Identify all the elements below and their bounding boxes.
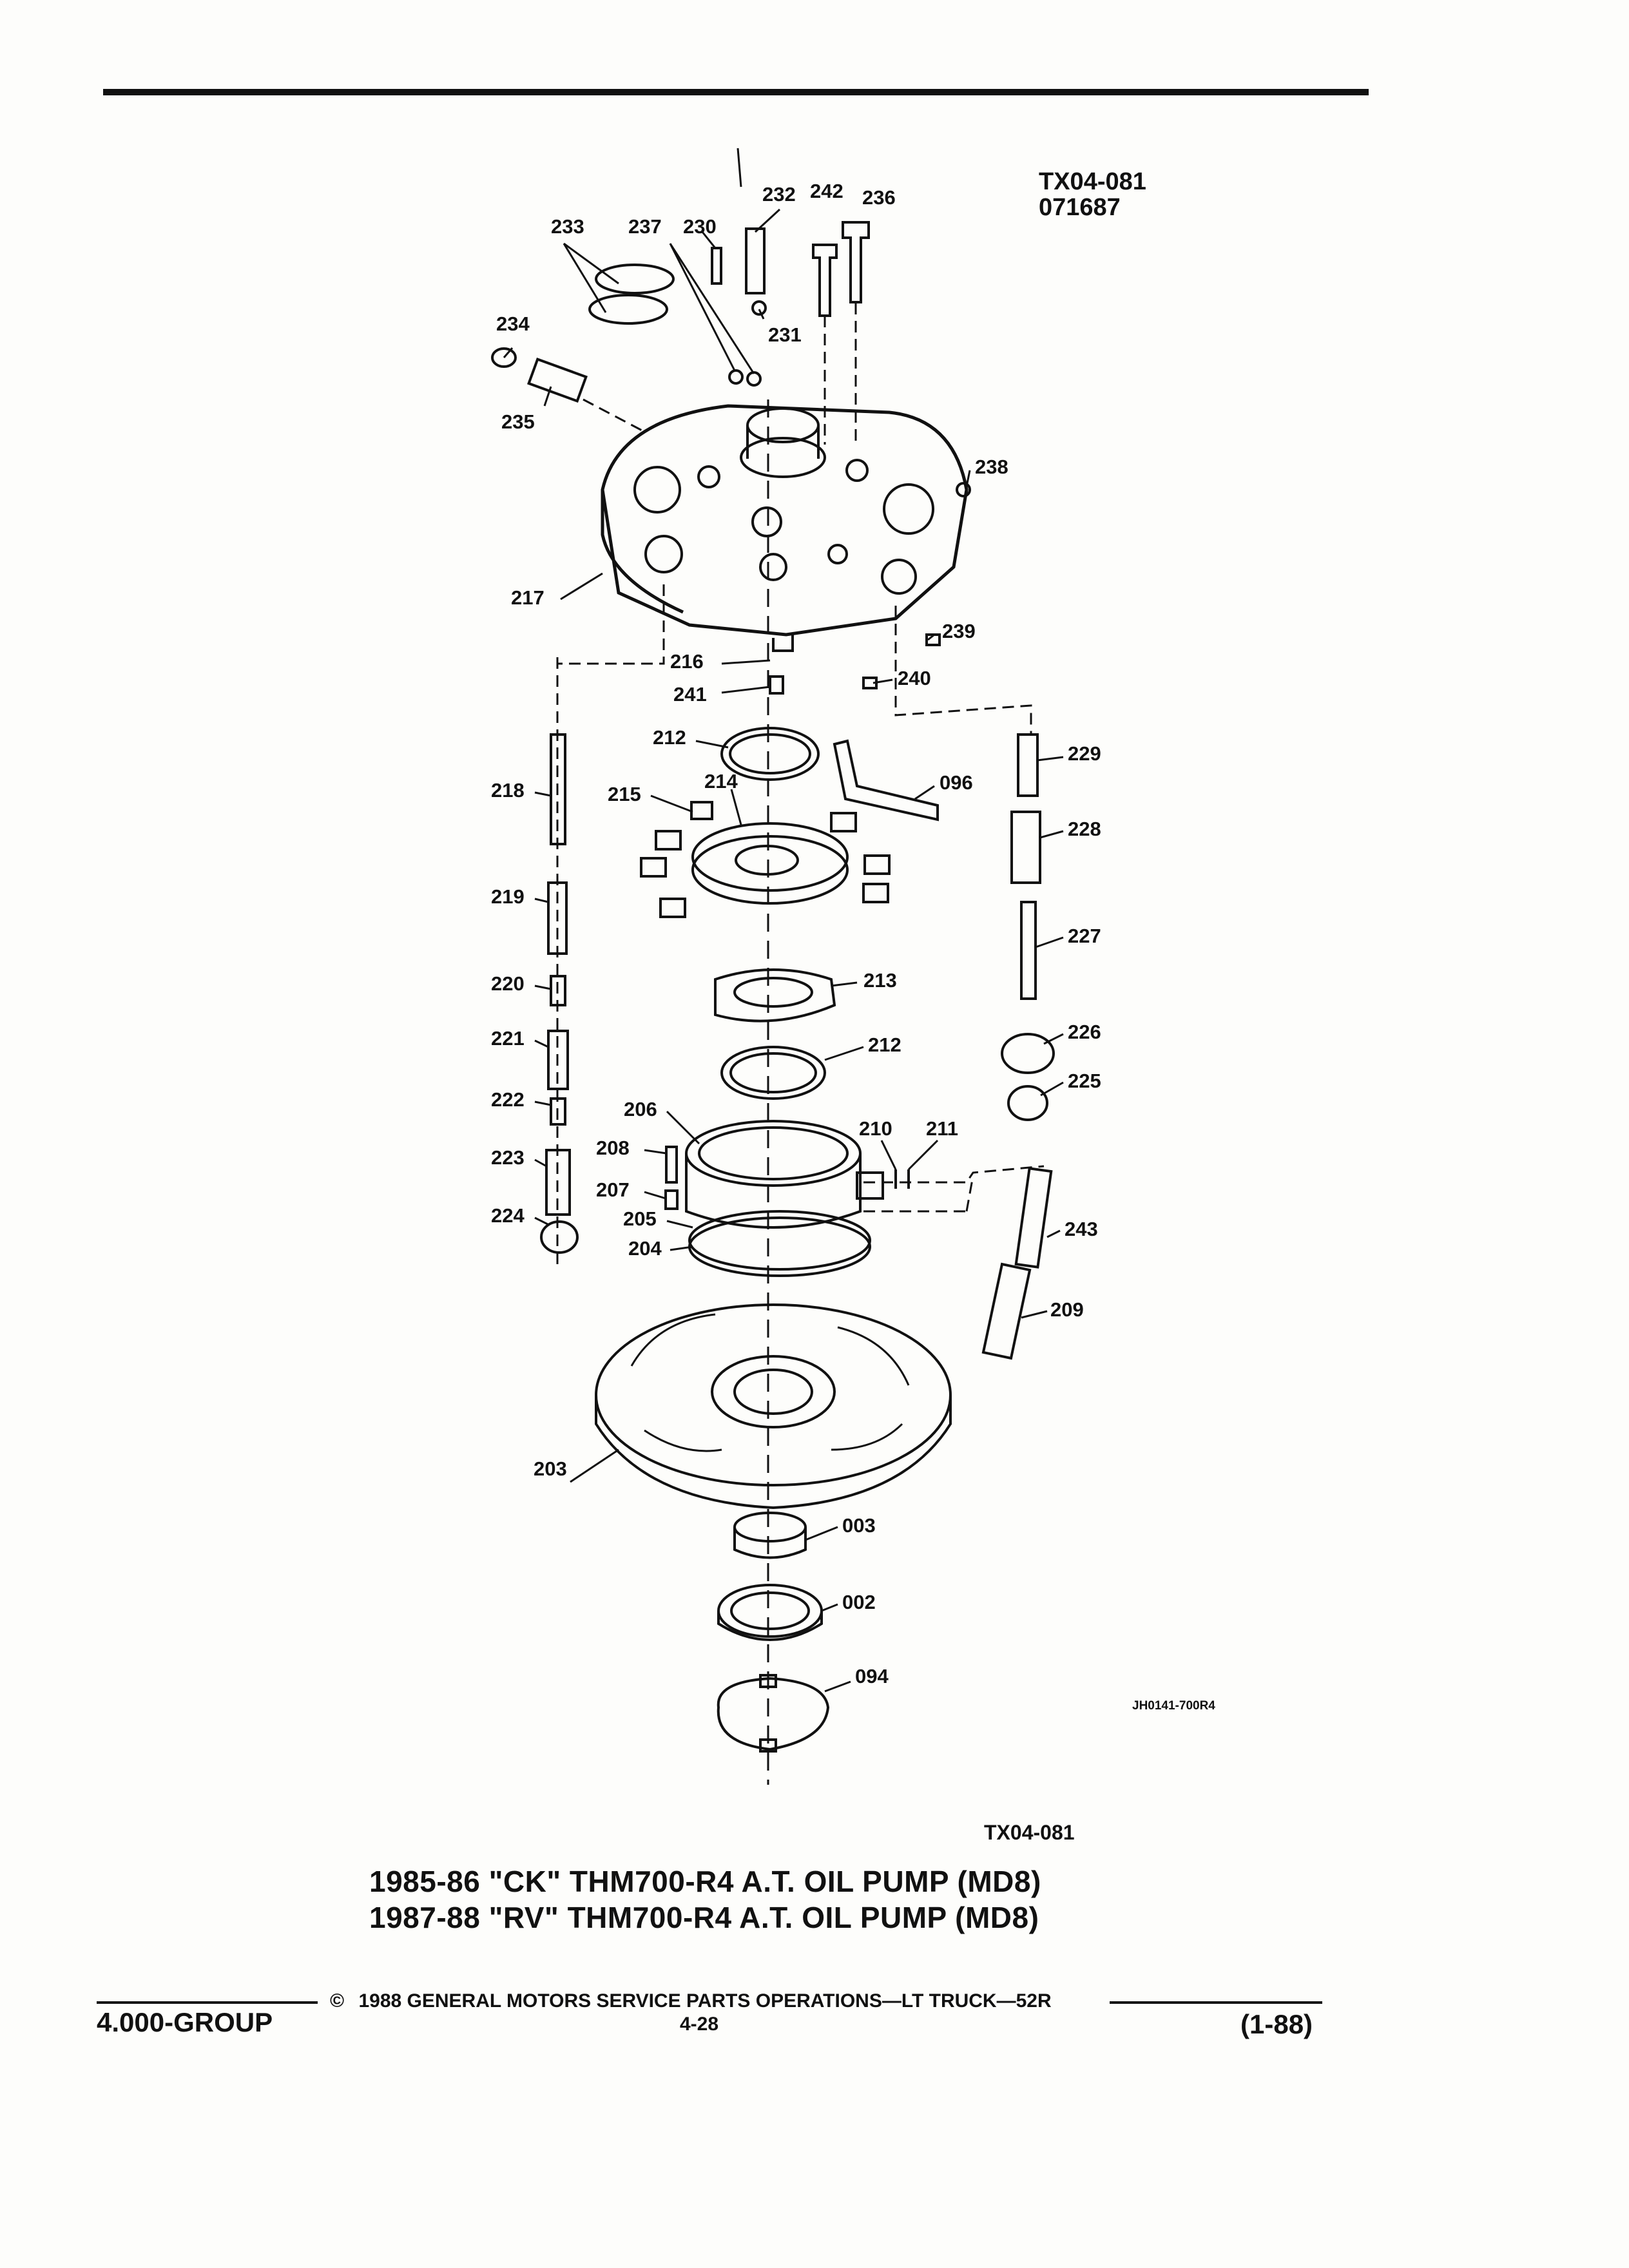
footer-date: (1-88) (1240, 2009, 1313, 2039)
part-label: 216 (670, 650, 704, 673)
caption (369, 1863, 1041, 1936)
part-labels (491, 180, 1101, 1687)
part-label: 239 (942, 620, 976, 642)
part-label: 228 (1068, 818, 1101, 840)
part-label: 242 (810, 180, 843, 202)
part-label: 003 (842, 1514, 876, 1537)
part-label: 222 (491, 1088, 525, 1111)
pump-body-203 (596, 1305, 950, 1508)
top-leader (738, 148, 741, 187)
part-label: 234 (496, 312, 530, 335)
part-label: 207 (596, 1178, 630, 1201)
copyright-text: 1988 GENERAL MOTORS SERVICE PARTS OPERATIONS—LT TRUCK—52R (358, 1990, 1052, 2012)
part-label: 002 (842, 1591, 876, 1613)
part-label: 208 (596, 1137, 630, 1159)
footer-group: 4.000-GROUP (97, 2007, 273, 2037)
part-label: 224 (491, 1204, 525, 1227)
part-label: 231 (768, 323, 802, 346)
part-label: 213 (863, 969, 897, 992)
pin-230 (712, 248, 721, 284)
part-label: 096 (940, 771, 973, 794)
valve-train-left (541, 735, 577, 1253)
part-label: 204 (628, 1237, 662, 1260)
part-label: 238 (975, 456, 1008, 478)
bolt-242 (813, 245, 836, 316)
caption-line1: 1985-86 "CK" THM700-R4 A.T. OIL PUMP (MD8) (369, 1865, 1041, 1898)
part-label: 230 (683, 215, 717, 238)
plug-235 (529, 360, 586, 401)
copyright-symbol: © (330, 1990, 345, 2012)
part-label: 229 (1068, 742, 1101, 765)
part-label: 223 (491, 1146, 525, 1169)
part-label: 205 (623, 1207, 657, 1230)
part-label: 226 (1068, 1021, 1101, 1043)
part-label: 220 (491, 972, 525, 995)
part-label: 212 (653, 726, 686, 749)
drawing-code: JH0141-700R4 (1132, 1699, 1215, 1713)
part-label: 217 (511, 586, 545, 609)
part-label: 236 (862, 186, 896, 209)
figure-code: TX04-081 (984, 1821, 1075, 1844)
part-label: 214 (704, 770, 738, 793)
part-label: 227 (1068, 925, 1101, 947)
caption-line2: 1987-88 "RV" THM700-R4 A.T. OIL PUMP (MD8) (369, 1901, 1039, 1934)
pump-cover (602, 406, 967, 651)
footer-page-number: 4-28 (680, 2013, 719, 2035)
part-label: 094 (855, 1665, 889, 1687)
part-label: 206 (624, 1098, 657, 1120)
part-label: 240 (898, 667, 931, 689)
part-label: 219 (491, 885, 525, 908)
tool-096 (834, 741, 938, 820)
part-label: 243 (1065, 1218, 1098, 1240)
header-code-line2: 071687 (1039, 194, 1121, 221)
spring-232 (746, 229, 764, 293)
part-label: 237 (628, 215, 662, 238)
footer-copyright (330, 1990, 1052, 2012)
part-label: 241 (673, 683, 707, 706)
seal-ring-233b (590, 295, 667, 323)
part-label: 203 (534, 1457, 567, 1480)
bolt-236 (843, 222, 869, 302)
part-label: 212 (868, 1033, 901, 1056)
valve-train-right (1002, 735, 1054, 1120)
part-label: 232 (762, 183, 796, 206)
header-code-line1: TX04-081 (1039, 168, 1146, 195)
seal-ring-233a (596, 265, 673, 293)
part-label: 218 (491, 779, 525, 802)
part-label: 221 (491, 1027, 525, 1050)
part-label: 233 (551, 215, 584, 238)
part-label: 235 (501, 410, 535, 433)
part-label: 211 (926, 1117, 959, 1140)
spring-243 (1016, 1168, 1052, 1267)
part-label: 225 (1068, 1070, 1101, 1092)
part-label: 209 (1050, 1298, 1084, 1321)
part-label: 215 (608, 783, 641, 805)
footer-rule-right (1110, 2001, 1322, 2004)
part-label: 210 (859, 1117, 892, 1140)
footer-rule-left (97, 2001, 318, 2004)
spring-209 (983, 1264, 1030, 1358)
